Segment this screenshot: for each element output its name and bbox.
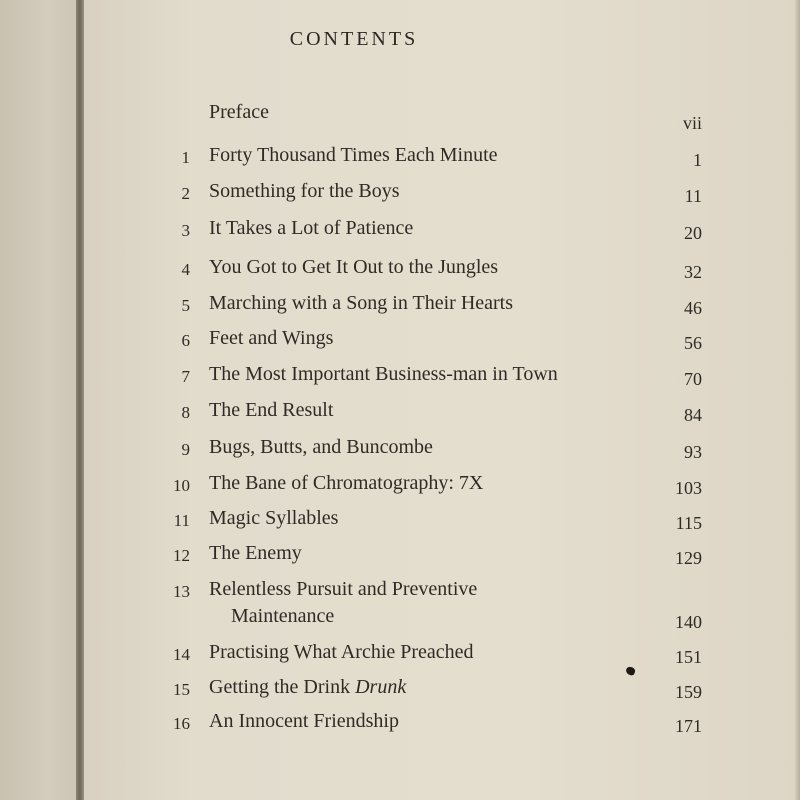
toc-page-number: 151 <box>675 647 702 667</box>
toc-title: Feet and Wings <box>209 327 334 349</box>
toc-title <box>209 676 406 699</box>
chapter-number: 6 <box>181 331 190 350</box>
toc-page-number: 1 <box>693 150 702 170</box>
toc-title-italic: Drunk <box>355 676 407 698</box>
chapter-number: 3 <box>181 221 190 240</box>
toc-title: Magic Syllables <box>209 507 339 529</box>
toc-page-number: 129 <box>675 548 702 568</box>
toc-title: Preface <box>209 101 269 123</box>
chapter-number: 1 <box>181 148 190 167</box>
chapter-number: 16 <box>173 714 190 733</box>
chapter-number: 12 <box>173 546 190 565</box>
chapter-number: 15 <box>173 680 190 699</box>
toc-page-number: 70 <box>684 369 702 389</box>
toc-title: The Bane of Chromatography: 7X <box>209 472 484 494</box>
toc-row <box>0 710 800 740</box>
toc-row <box>0 399 800 429</box>
toc-title: The End Result <box>209 399 334 421</box>
toc-title: The Enemy <box>209 542 302 564</box>
toc-row <box>0 363 800 393</box>
toc-title-line: Relentless Pursuit and Preventive <box>209 578 478 600</box>
toc-page-number: 159 <box>675 682 702 702</box>
toc-row <box>0 676 800 706</box>
toc-row <box>0 507 800 537</box>
toc-row <box>0 217 800 247</box>
chapter-number: 10 <box>173 476 190 495</box>
toc-row <box>0 327 800 357</box>
chapter-number: 8 <box>181 403 190 422</box>
toc-page-number: 46 <box>684 298 702 318</box>
toc-page-number: 56 <box>684 333 702 353</box>
toc-title: You Got to Get It Out to the Jungles <box>209 256 499 278</box>
toc-title-text: Getting the Drink <box>209 676 351 698</box>
toc-row <box>0 542 800 572</box>
toc-title: Bugs, Butts, and Buncombe <box>209 436 433 458</box>
toc-page-number: vii <box>682 113 702 133</box>
toc-page-number: 84 <box>684 405 702 425</box>
toc-title: It Takes a Lot of Patience <box>209 217 414 239</box>
toc-row <box>0 256 800 286</box>
toc-page-number: 115 <box>675 513 702 533</box>
toc-title: The Most Important Business-man in Town <box>209 363 558 385</box>
chapter-number: 4 <box>181 260 190 279</box>
toc-title-continuation: Maintenance <box>231 605 335 627</box>
toc-page-number: 11 <box>684 186 702 206</box>
toc-title: Something for the Boys <box>209 180 400 202</box>
page-heading: CONTENTS <box>289 28 419 50</box>
toc-row <box>0 578 800 638</box>
chapter-number: 7 <box>181 367 190 386</box>
chapter-number: 9 <box>181 440 190 459</box>
toc-row <box>0 180 800 210</box>
toc-title: Practising What Archie Preached <box>209 641 474 663</box>
toc-page-number: 93 <box>684 442 702 462</box>
toc-title: Marching with a Song in Their Hearts <box>209 292 514 314</box>
chapter-number: 13 <box>173 582 190 601</box>
chapter-number: 5 <box>181 296 190 315</box>
toc-row-preface <box>0 101 800 131</box>
chapter-number: 11 <box>173 511 190 530</box>
toc-title <box>209 578 477 628</box>
toc-row <box>0 472 800 502</box>
toc-title: An Innocent Friendship <box>209 710 399 732</box>
toc-page-number: 20 <box>684 223 702 243</box>
chapter-number: 2 <box>181 184 190 203</box>
toc-page-number: 140 <box>675 612 702 632</box>
toc-page-number: 171 <box>675 716 702 736</box>
toc-title: Forty Thousand Times Each Minute <box>209 144 498 166</box>
chapter-number: 14 <box>173 645 190 664</box>
toc-page-number: 32 <box>684 262 702 282</box>
toc-row <box>0 144 800 174</box>
toc-row <box>0 641 800 671</box>
toc-page-number: 103 <box>675 478 702 498</box>
toc-row <box>0 292 800 322</box>
toc-row <box>0 436 800 466</box>
